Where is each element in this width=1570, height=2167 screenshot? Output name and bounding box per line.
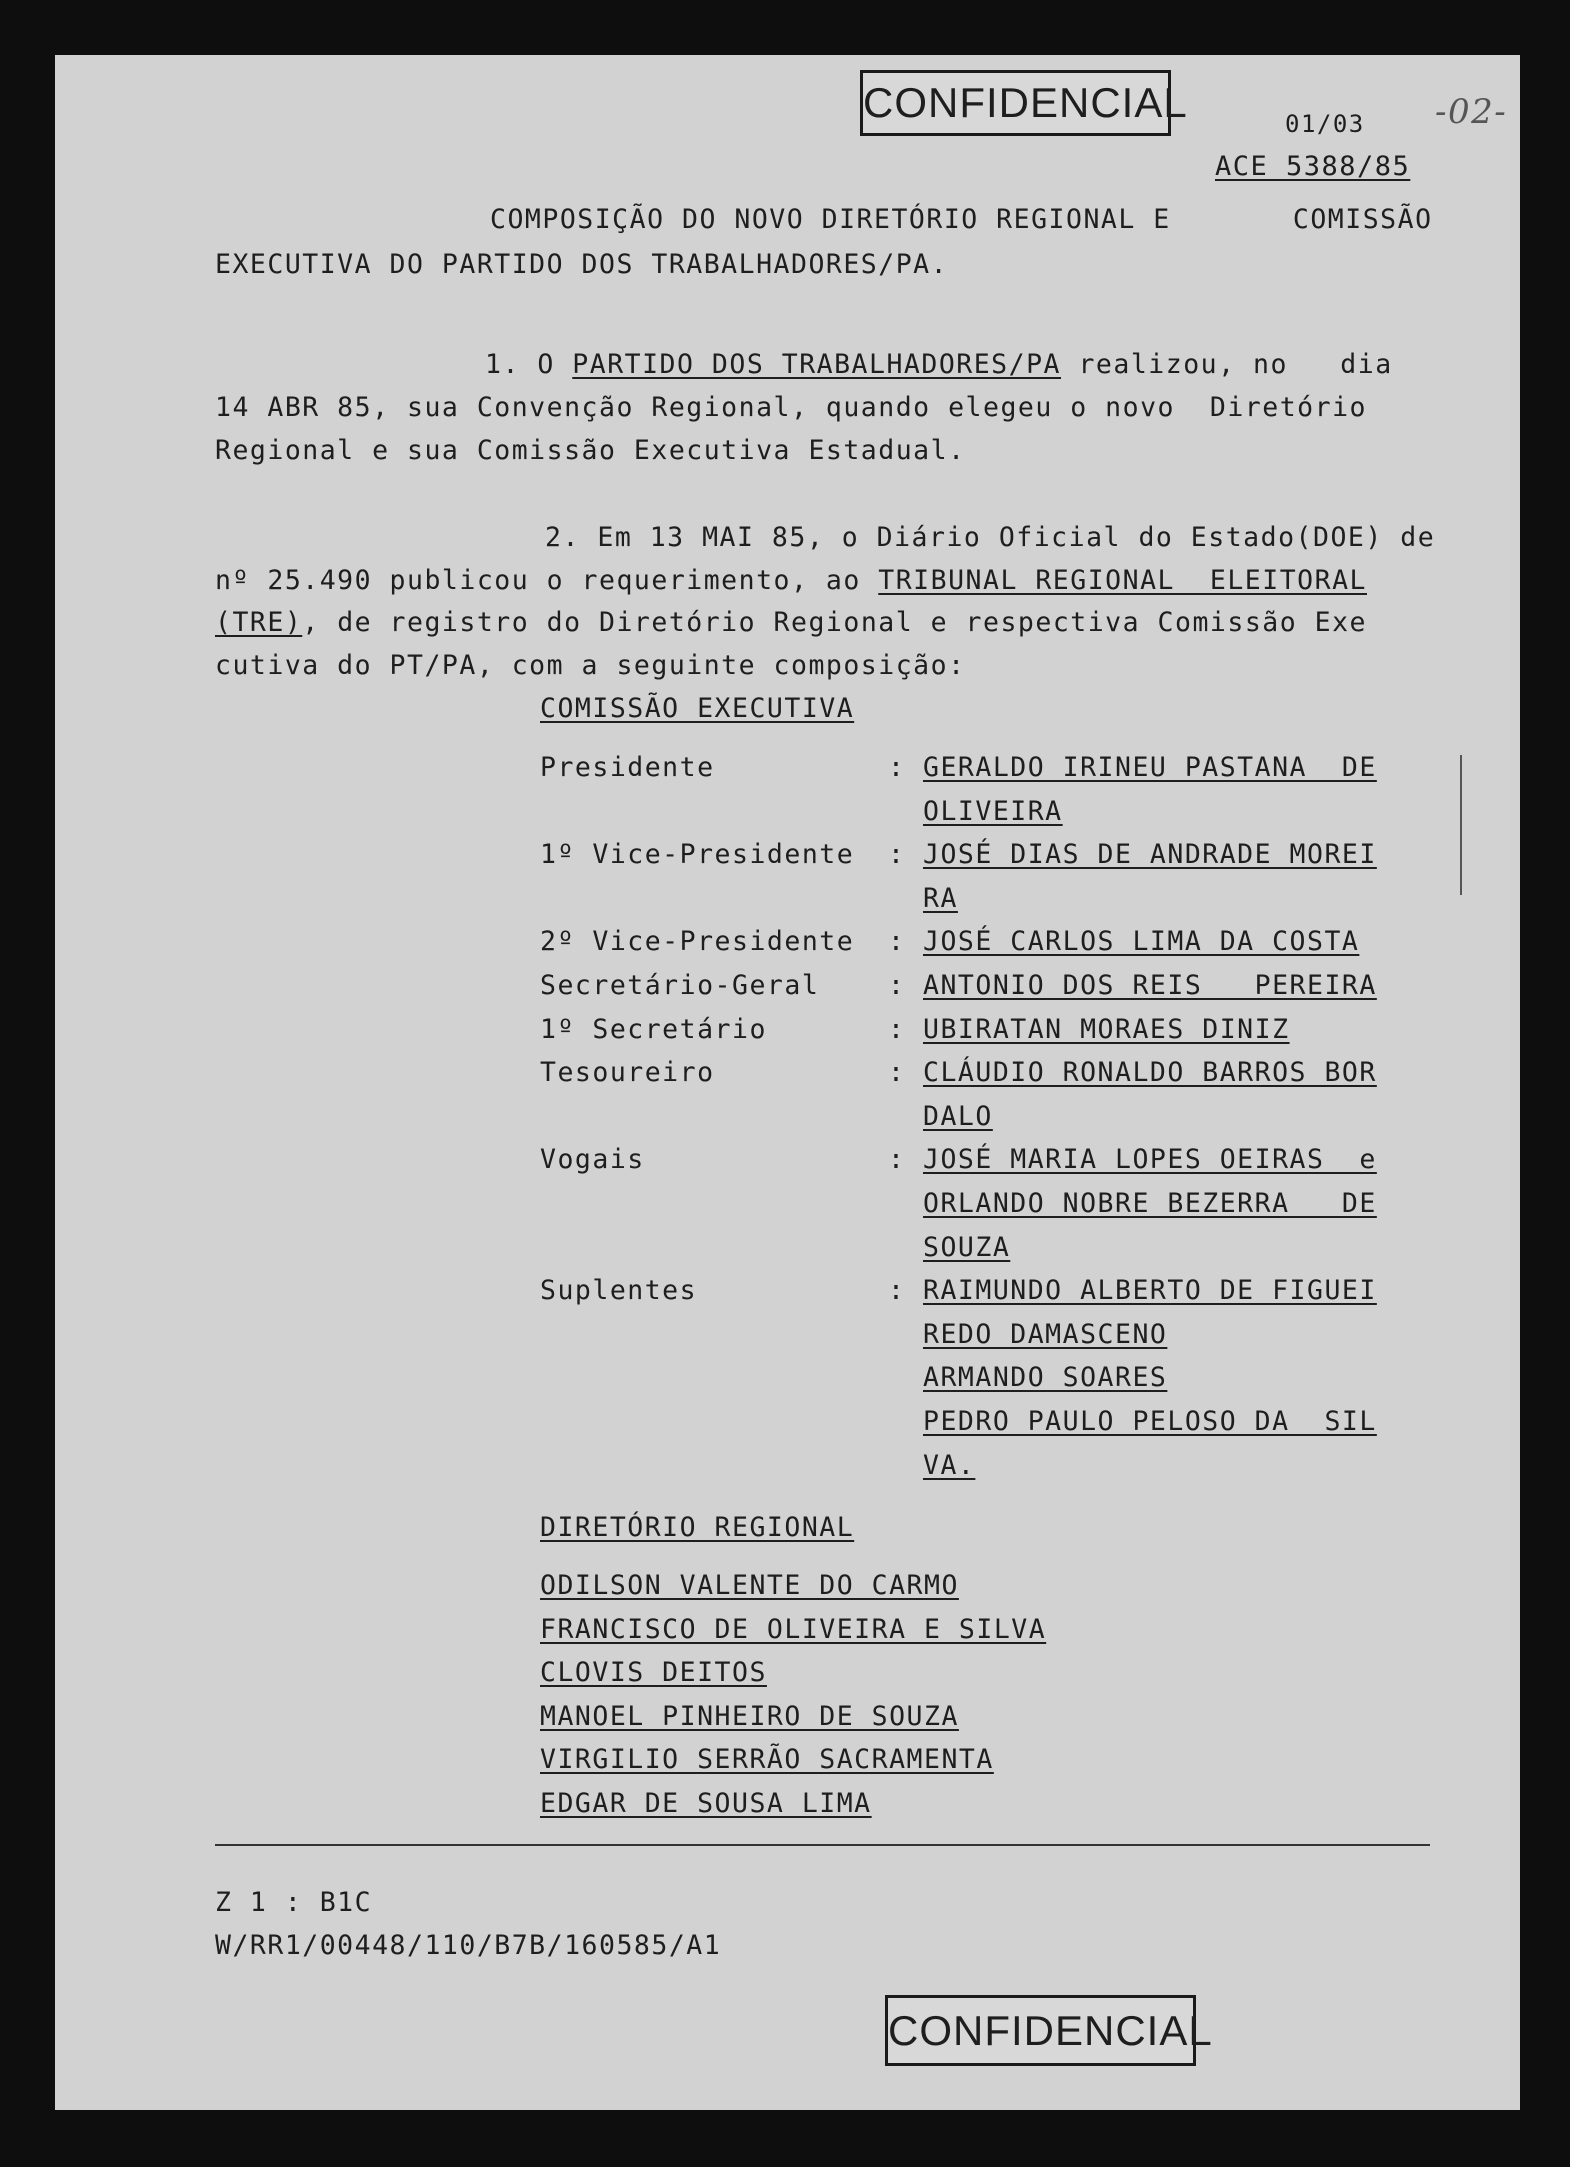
executive-role: 1º Secretário: [540, 1013, 767, 1045]
executive-member-name: ORLANDO NOBRE BEZERRA DE: [923, 1188, 1377, 1219]
executive-member-name: SOUZA: [923, 1231, 1011, 1263]
executive-separator: :: [888, 752, 906, 783]
executive-role: Secretário-Geral: [540, 970, 820, 1001]
para2-line3-rest: , de registro do Diretório Regional e respectiva Comissão Exe: [302, 607, 1367, 638]
subject-line-1: COMPOSIÇÃO DO NOVO DIRETÓRIO REGIONAL E COMISSÃO: [490, 204, 1433, 235]
para1-line3: Regional e sua Comissão Executiva Estadual.: [215, 435, 966, 466]
page-ref: 01/03: [1285, 110, 1365, 138]
tre-name: TRIBUNAL REGIONAL ELEITORAL: [878, 565, 1367, 596]
executive-separator: :: [888, 926, 906, 958]
executive-member-name: GERALDO IRINEU PASTANA DE: [923, 752, 1377, 783]
executive-member-name: RAIMUNDO ALBERTO DE FIGUEI: [923, 1275, 1377, 1307]
executive-member-name: ARMANDO SOARES: [923, 1362, 1168, 1394]
executive-member-name: OLIVEIRA: [923, 795, 1063, 827]
executive-separator: :: [888, 1057, 906, 1089]
executive-member-name: JOSÉ DIAS DE ANDRADE MOREI: [923, 839, 1377, 871]
executive-member-name: UBIRATAN MORAES DINIZ: [923, 1013, 1290, 1045]
para2-line1: 2. Em 13 MAI 85, o Diário Oficial do Estado(DOE) de: [545, 522, 1436, 553]
para2-line2-pre: nº 25.490 publicou o requerimento, ao: [215, 565, 879, 596]
directory-member: EDGAR DE SOUSA LIMA: [540, 1788, 872, 1819]
footer-divider: [215, 1844, 1430, 1846]
executive-member-name: DALO: [923, 1100, 993, 1132]
executive-role: Vogais: [540, 1144, 645, 1176]
margin-mark: [1460, 755, 1462, 895]
executive-separator: :: [888, 1144, 906, 1176]
ace-ref: ACE 5388/85: [1215, 151, 1411, 182]
document-page: [55, 55, 1520, 2110]
executive-role: Presidente: [540, 752, 715, 783]
executive-member-name: RA: [923, 882, 958, 914]
party-name: PARTIDO DOS TRABALHADORES/PA: [572, 349, 1062, 380]
executive-separator: :: [888, 839, 906, 871]
para2-line4: cutiva do PT/PA, com a seguinte composição:: [215, 650, 966, 681]
tre-abbr: (TRE): [215, 607, 303, 638]
subject-line-2: EXECUTIVA DO PARTIDO DOS TRABALHADORES/PA.: [215, 249, 949, 280]
executive-role: 2º Vice-Presidente: [540, 926, 855, 958]
confidential-stamp-top: CONFIDENCIAL: [860, 70, 1171, 136]
executive-role: 1º Vice-Presidente: [540, 839, 855, 871]
handwritten-page-mark: -02-: [1435, 92, 1508, 132]
executive-member-name: PEDRO PAULO PELOSO DA SIL: [923, 1406, 1377, 1437]
directory-member: CLOVIS DEITOS: [540, 1657, 767, 1689]
footer-code-1: Z 1 : B1C: [215, 1887, 373, 1918]
directory-member: MANOEL PINHEIRO DE SOUZA: [540, 1700, 959, 1732]
para1-line1: [485, 349, 1393, 380]
para2-line2: [215, 565, 1367, 596]
executive-member-name: JOSÉ CARLOS LIMA DA COSTA: [923, 926, 1360, 958]
executive-separator: :: [888, 1275, 906, 1307]
executive-member-name: REDO DAMASCENO: [923, 1318, 1168, 1350]
directory-member: VIRGILIO SERRÃO SACRAMENTA: [540, 1744, 994, 1776]
para2-line3: [215, 607, 1367, 638]
executive-role: Tesoureiro: [540, 1057, 715, 1089]
executive-separator: :: [888, 1013, 906, 1045]
directory-member: ODILSON VALENTE DO CARMO: [540, 1570, 959, 1601]
executive-member-name: JOSÉ MARIA LOPES OEIRAS e: [923, 1144, 1377, 1176]
para1-number: 1. O: [485, 349, 573, 380]
footer-code-2: W/RR1/00448/110/B7B/160585/A1: [215, 1930, 722, 1961]
executive-separator: :: [888, 970, 906, 1001]
executive-heading: COMISSÃO EXECUTIVA: [540, 693, 855, 724]
directory-member: FRANCISCO DE OLIVEIRA E SILVA: [540, 1613, 1047, 1645]
executive-member-name: CLÁUDIO RONALDO BARROS BOR: [923, 1057, 1377, 1089]
para1-line1-rest: realizou, no dia: [1061, 349, 1393, 380]
executive-role: Suplentes: [540, 1275, 698, 1307]
executive-member-name: VA.: [923, 1449, 976, 1481]
para1-line2: 14 ABR 85, sua Convenção Regional, quando elegeu o novo Diretório: [215, 392, 1367, 423]
confidential-stamp-bottom: CONFIDENCIAL: [885, 1995, 1196, 2066]
executive-member-name: ANTONIO DOS REIS PEREIRA: [923, 970, 1377, 1001]
directory-heading: DIRETÓRIO REGIONAL: [540, 1512, 855, 1543]
